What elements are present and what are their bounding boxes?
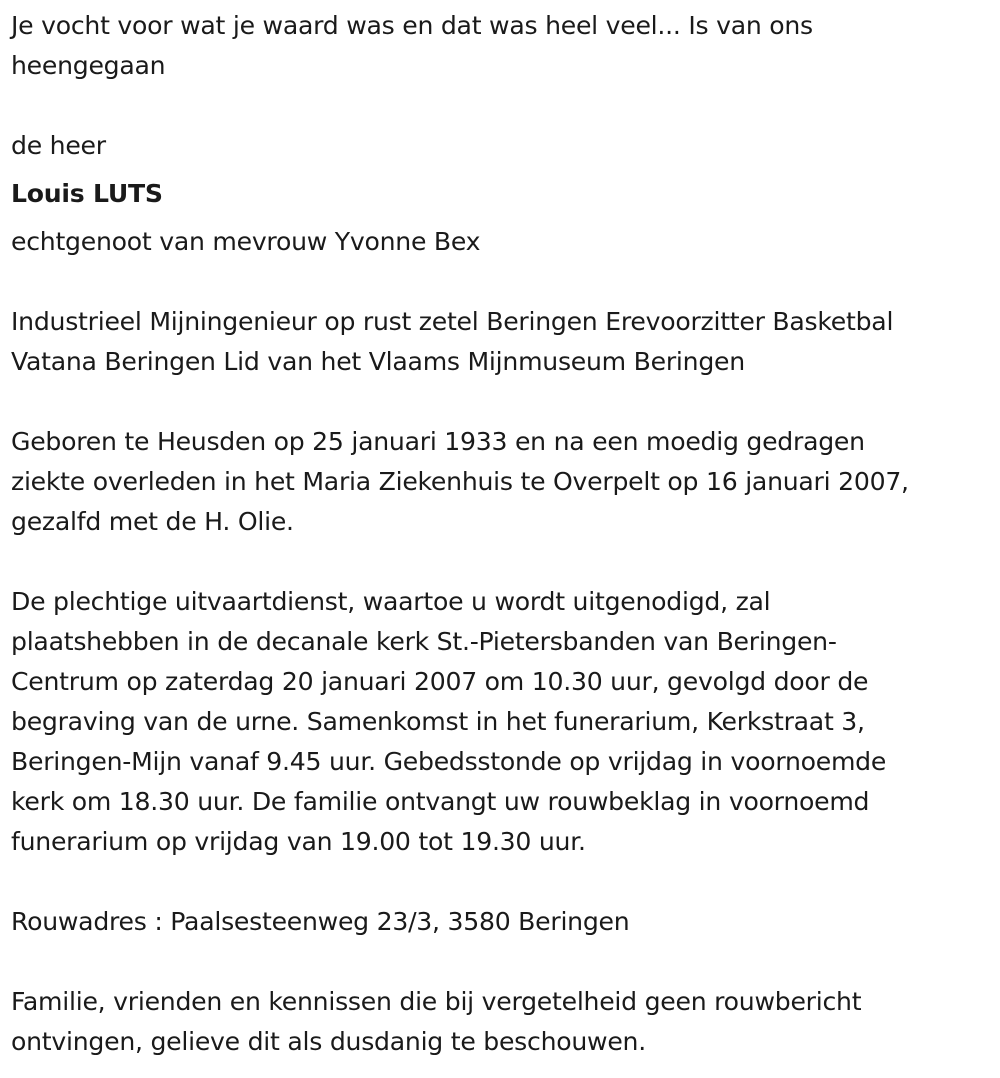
birth-death-paragraph xyxy=(11,422,991,542)
spacer xyxy=(11,542,991,582)
title-line: de heer xyxy=(11,131,106,160)
mourning-address: Rouwadres : Paalsesteenweg 23/3, 3580 Beringen xyxy=(11,907,630,936)
death-notice xyxy=(11,6,991,1062)
spacer xyxy=(11,86,991,126)
profession-line: Vatana Beringen Lid van het Vlaams Mijnmuseum Beringen xyxy=(11,347,745,376)
funeral-line: Centrum op zaterdag 20 januari 2007 om 10.30 uur, gevolgd door de xyxy=(11,667,869,696)
deceased-name: Louis LUTS xyxy=(11,179,163,208)
birth-death-line: gezalfd met de H. Olie. xyxy=(11,507,294,536)
spouse-line: echtgenoot van mevrouw Yvonne Bex xyxy=(11,227,481,256)
intro-line: Je vocht voor wat je waard was en dat was heel veel... Is van ons xyxy=(11,11,813,40)
spacer xyxy=(11,262,991,302)
funeral-line: begraving van de urne. Samenkomst in het funerarium, Kerkstraat 3, xyxy=(11,707,865,736)
birth-death-line: ziekte overleden in het Maria Ziekenhuis te Overpelt op 16 januari 2007, xyxy=(11,467,909,496)
funeral-line: De plechtige uitvaartdienst, waartoe u wordt uitgenodigd, zal xyxy=(11,587,771,616)
spacer xyxy=(11,862,991,902)
closing-line: ontvingen, gelieve dit als dusdanig te beschouwen. xyxy=(11,1027,646,1056)
intro-line: heengegaan xyxy=(11,51,166,80)
profession-paragraph xyxy=(11,302,991,382)
funeral-line: plaatshebben in de decanale kerk St.-Pietersbanden van Beringen- xyxy=(11,627,837,656)
closing-paragraph xyxy=(11,982,991,1062)
profession-line: Industrieel Mijningenieur op rust zetel Beringen Erevoorzitter Basketbal xyxy=(11,307,894,336)
birth-death-line: Geboren te Heusden op 25 januari 1933 en na een moedig gedragen xyxy=(11,427,865,456)
funeral-line: funerarium op vrijdag van 19.00 tot 19.30 uur. xyxy=(11,827,586,856)
intro-paragraph xyxy=(11,6,991,86)
closing-line: Familie, vrienden en kennissen die bij vergetelheid geen rouwbericht xyxy=(11,987,862,1016)
funeral-paragraph xyxy=(11,582,991,862)
spacer xyxy=(11,382,991,422)
spacer xyxy=(11,942,991,982)
funeral-line: kerk om 18.30 uur. De familie ontvangt uw rouwbeklag in voornoemd xyxy=(11,787,870,816)
spacer xyxy=(11,166,991,174)
spacer xyxy=(11,214,991,222)
funeral-line: Beringen-Mijn vanaf 9.45 uur. Gebedsstonde op vrijdag in voornoemde xyxy=(11,747,887,776)
